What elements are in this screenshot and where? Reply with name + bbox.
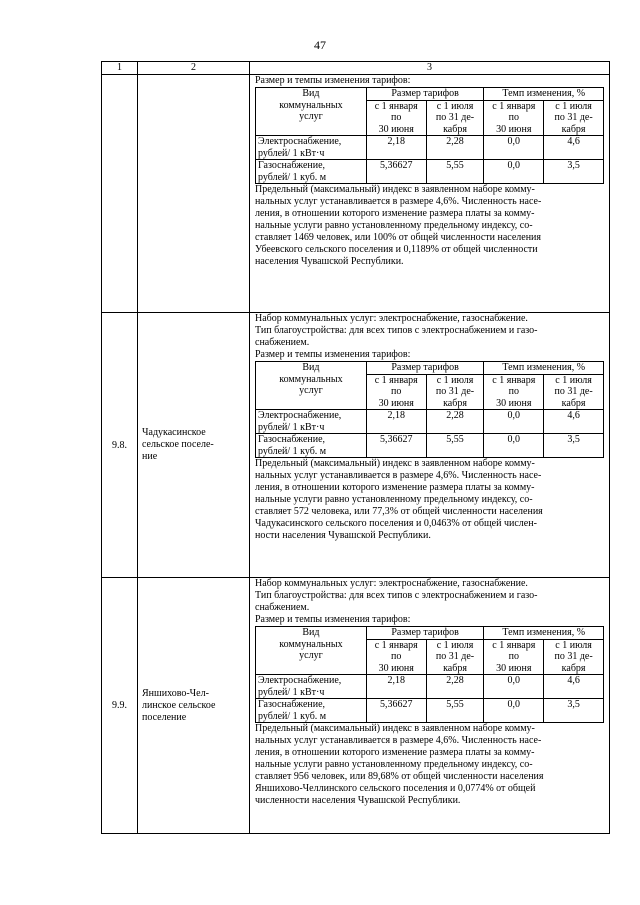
settlement-name-line: ние (142, 451, 158, 462)
limit-index-line: нальных услуг устанавливается в размере 4,6%. Численность насе- (255, 470, 542, 481)
tariff-header-row (256, 627, 604, 640)
tariff-value: 4,6 (544, 410, 604, 434)
tariff-value: 5,55 (426, 699, 484, 723)
period-header-line: с 1 января (374, 374, 418, 386)
period-header-line: с 1 июля (555, 100, 592, 112)
intro-line: Тип благоустройства: для всех типов с электроснабжением и газо- (255, 325, 538, 336)
service-row (256, 699, 604, 723)
tariff-value: 5,36627 (366, 434, 426, 458)
service-name (256, 410, 367, 434)
tariff-value: 5,55 (426, 160, 484, 184)
period-header-line: 30 июня (496, 123, 532, 135)
tariff-value: 4,6 (544, 136, 604, 160)
period-header-line: с 1 января (374, 100, 418, 112)
settlement-name (138, 75, 250, 313)
tariff-value: 4,6 (544, 675, 604, 699)
tariff-header-row (256, 88, 604, 101)
period-header-line: с 1 января (374, 639, 418, 651)
period-header-line: по 31 де- (554, 386, 593, 397)
limit-index-line: ления, в отношении которого изменение размера платы за комму- (255, 747, 535, 758)
change-rate-header: Темп изменения, % (484, 88, 604, 101)
service-type-header (256, 362, 367, 410)
limit-index-line: Убеевского сельского поселения и 0,1189% от общей численности (255, 244, 538, 255)
settlement-row (102, 75, 610, 313)
tariff-value: 0,0 (484, 160, 544, 184)
service-name (256, 160, 367, 184)
limit-index-line: Предельный (максимальный) индекс в заявленном наборе комму- (255, 458, 535, 469)
period-header-line: кабря (443, 123, 467, 135)
period-header-line: по 31 де- (554, 112, 593, 123)
service-name-line: рублей/ 1 куб. м (258, 710, 327, 722)
settlement-name (138, 578, 250, 834)
period-header-line: кабря (443, 397, 467, 409)
service-type-header-line: услуг (299, 385, 323, 396)
service-type-header-line: коммунальных (279, 638, 343, 650)
settlement-number (102, 75, 138, 313)
service-name-line: рублей/ 1 куб. м (258, 171, 327, 183)
period-header-line: по 31 де- (435, 386, 475, 397)
service-type-header-line: услуг (299, 650, 323, 661)
limit-index-line: нальные услуги равно установленному предельному индексу, со- (255, 220, 533, 231)
settlement-name-line: линское сельское (142, 699, 216, 711)
tariff-content (250, 313, 610, 578)
period-header-line: с 1 января (492, 374, 536, 386)
limit-index-line: ставляет 956 человек, или 89,68% от общей численности населения (255, 771, 544, 782)
limit-index-line: Предельный (максимальный) индекс в заявленном наборе комму- (255, 723, 535, 734)
service-row (256, 434, 604, 458)
settlement-name-line: Яншихово-Чел- (142, 687, 209, 699)
column-header-1: 1 (102, 62, 138, 75)
page-number: 47 (314, 38, 326, 52)
service-type-header-line: Вид (302, 362, 320, 373)
period-header (484, 374, 544, 410)
limit-index-line: нальные услуги равно установленному предельному индексу, со- (255, 494, 533, 505)
period-header (366, 639, 426, 675)
tariff-value: 0,0 (484, 675, 544, 699)
limit-index-line: Чадукасинского сельского поселения и 0,0463% от общей числен- (255, 518, 537, 529)
period-header (426, 639, 484, 675)
limit-index-line: населения Чувашской Республики. (255, 256, 404, 267)
period-header-line: по (508, 651, 519, 662)
period-header-line: 30 июня (496, 397, 532, 409)
tariff-caption: Размер и темпы изменения тарифов: (255, 75, 411, 86)
tariff-value: 3,5 (544, 699, 604, 723)
service-type-header (256, 627, 367, 675)
settlement-name (138, 313, 250, 578)
tariff-value: 3,5 (544, 160, 604, 184)
period-header (484, 639, 544, 675)
service-type-header-line: Вид (302, 627, 320, 638)
tariff-size-header: Размер тарифов (366, 362, 484, 375)
period-header-line: по (391, 386, 402, 397)
service-name-line: Газоснабжение, (258, 699, 326, 710)
tariff-header-row (256, 362, 604, 375)
tariff-content (250, 578, 610, 834)
service-type-header-line: коммунальных (279, 373, 343, 385)
tariff-table (255, 361, 604, 458)
period-header (366, 374, 426, 410)
period-header (544, 374, 604, 410)
period-header (544, 100, 604, 136)
limit-index-line: ления, в отношении которого изменение размера платы за комму- (255, 208, 535, 219)
service-name-line: Газоснабжение, (258, 434, 326, 445)
period-header (426, 374, 484, 410)
period-header-line: с 1 января (492, 639, 536, 651)
service-name (256, 136, 367, 160)
tariff-table (255, 626, 604, 723)
service-name-line: Электроснабжение, (258, 675, 342, 686)
tariff-value: 2,28 (426, 410, 484, 434)
service-row (256, 675, 604, 699)
service-name-line: Электроснабжение, (258, 410, 342, 421)
period-header-line: с 1 июля (555, 374, 592, 386)
tariff-value: 2,18 (366, 136, 426, 160)
service-type-header-line: Вид (302, 88, 320, 99)
limit-index-line: Предельный (максимальный) индекс в заявленном наборе комму- (255, 184, 535, 195)
service-type-header-line: коммунальных (279, 99, 343, 111)
period-header-line: 30 июня (378, 397, 414, 409)
limit-index-line: нальных услуг устанавливается в размере 4,6%. Численность насе- (255, 735, 542, 746)
settlement-row (102, 313, 610, 578)
period-header-line: по (508, 386, 519, 397)
tariff-size-header: Размер тарифов (366, 88, 484, 101)
period-header-line: по 31 де- (435, 651, 475, 662)
limit-index-line: Яншихово-Челлинского сельского поселения и 0,0774% от общей (255, 783, 536, 794)
column-header-3: 3 (250, 62, 610, 75)
period-header-line: кабря (561, 123, 586, 135)
limit-index-line: ления, в отношении которого изменение размера платы за комму- (255, 482, 535, 493)
period-header-line: с 1 июля (436, 639, 474, 651)
service-name (256, 675, 367, 699)
limit-index-line: нальных услуг устанавливается в размере 4,6%. Численность насе- (255, 196, 542, 207)
period-header-line: с 1 июля (436, 100, 474, 112)
tariff-caption: Размер и темпы изменения тарифов: (255, 614, 411, 625)
service-name (256, 699, 367, 723)
intro-line: Тип благоустройства: для всех типов с электроснабжением и газо- (255, 590, 538, 601)
tariff-value: 0,0 (484, 410, 544, 434)
period-header-line: 30 июня (496, 662, 532, 674)
service-name-line: рублей/ 1 куб. м (258, 445, 327, 457)
period-header (484, 100, 544, 136)
tariff-value: 0,0 (484, 699, 544, 723)
limit-index-line: ности населения Чувашской Республики. (255, 530, 431, 541)
service-name (256, 434, 367, 458)
tariff-value: 2,18 (366, 410, 426, 434)
change-rate-header: Темп изменения, % (484, 362, 604, 375)
settlement-name-line: сельское поселе- (142, 439, 214, 450)
settlement-row (102, 578, 610, 834)
service-name-line: Газоснабжение, (258, 160, 326, 171)
period-header-line: по (391, 651, 402, 662)
service-name-line: Электроснабжение, (258, 136, 342, 147)
limit-index-line: ставляет 572 человека, или 77,3% от общей численности населения (255, 506, 543, 517)
period-header (366, 100, 426, 136)
column-header-row (102, 62, 610, 75)
limit-index-line: нальные услуги равно установленному предельному индексу, со- (255, 759, 533, 770)
service-name-line: рублей/ 1 кВт·ч (258, 686, 325, 698)
settlement-number: 9.9. (102, 578, 138, 834)
change-rate-header: Темп изменения, % (484, 627, 604, 640)
period-header-line: по (508, 112, 519, 123)
tariff-value: 3,5 (544, 434, 604, 458)
tariff-value: 2,28 (426, 675, 484, 699)
service-type-header-line: услуг (299, 111, 323, 122)
service-row (256, 160, 604, 184)
settlement-number: 9.8. (102, 313, 138, 578)
period-header-line: кабря (561, 662, 586, 674)
service-name-line: рублей/ 1 кВт·ч (258, 147, 325, 159)
period-header-line: кабря (443, 662, 467, 674)
settlement-name-line: Чадукасинское (142, 427, 206, 438)
settlement-name-line: поселение (142, 711, 187, 723)
tariff-value: 0,0 (484, 136, 544, 160)
tariff-value: 0,0 (484, 434, 544, 458)
tariff-caption: Размер и темпы изменения тарифов: (255, 349, 411, 360)
tariff-document-table (101, 61, 610, 834)
intro-line: снабжением. (255, 602, 310, 613)
tariff-value: 5,36627 (366, 699, 426, 723)
limit-index-line: численности населения Чувашской Республики. (255, 795, 461, 806)
period-header-line: по 31 де- (554, 651, 593, 662)
period-header-line: кабря (561, 397, 586, 409)
period-header-line: с 1 января (492, 100, 536, 112)
service-name-line: рублей/ 1 кВт·ч (258, 421, 325, 433)
tariff-value: 5,36627 (366, 160, 426, 184)
tariff-value: 2,18 (366, 675, 426, 699)
period-header-line: 30 июня (378, 662, 414, 674)
tariff-value: 5,55 (426, 434, 484, 458)
period-header-line: с 1 июля (555, 639, 592, 651)
period-header (544, 639, 604, 675)
tariff-content (250, 75, 610, 313)
period-header-line: по 31 де- (435, 112, 475, 123)
tariff-value: 2,28 (426, 136, 484, 160)
period-header-line: с 1 июля (436, 374, 474, 386)
service-row (256, 136, 604, 160)
period-header-line: 30 июня (378, 123, 414, 135)
intro-line: Набор коммунальных услуг: электроснабжение, газоснабжение. (255, 578, 528, 589)
service-row (256, 410, 604, 434)
tariff-table (255, 87, 604, 184)
tariff-size-header: Размер тарифов (366, 627, 484, 640)
period-header (426, 100, 484, 136)
intro-line: снабжением. (255, 337, 310, 348)
period-header-line: по (391, 112, 402, 123)
column-header-2: 2 (138, 62, 250, 75)
intro-line: Набор коммунальных услуг: электроснабжение, газоснабжение. (255, 313, 528, 324)
service-type-header (256, 88, 367, 136)
limit-index-line: ставляет 1469 человек, или 100% от общей численности населения (255, 232, 541, 243)
